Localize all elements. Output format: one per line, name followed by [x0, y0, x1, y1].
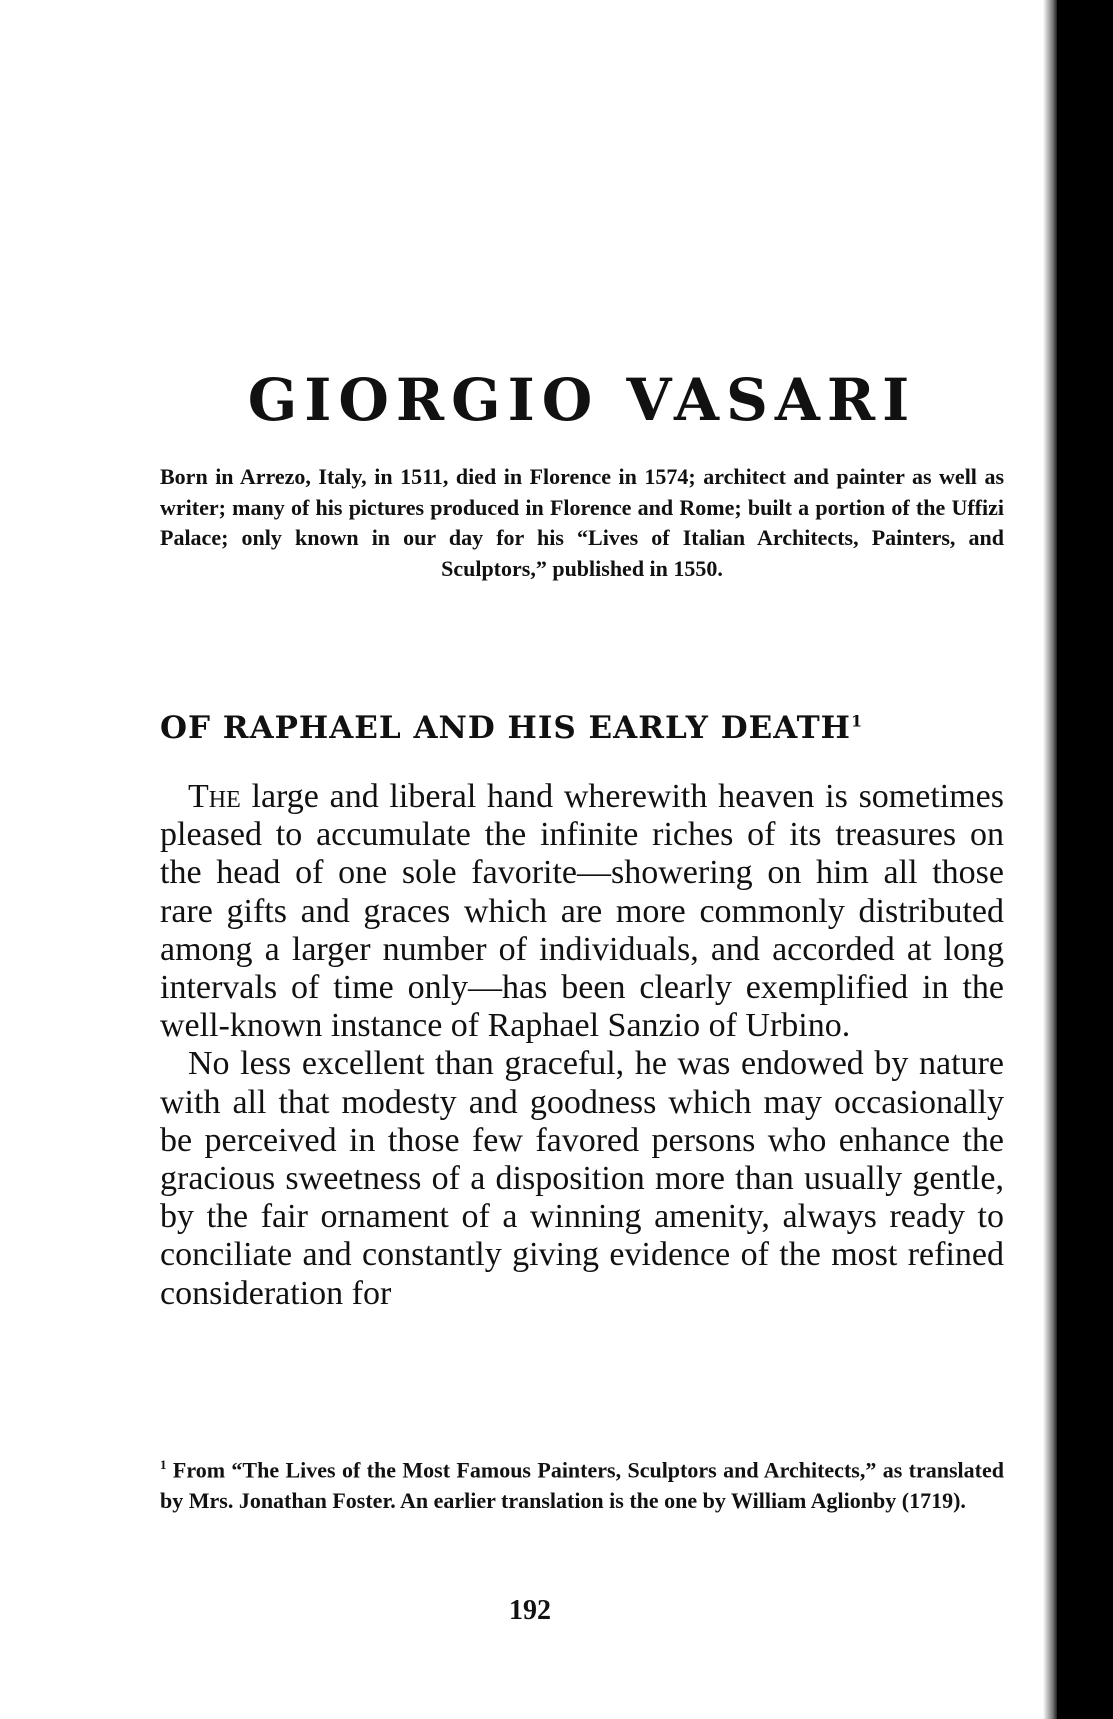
section-heading	[160, 710, 1004, 746]
page-title: GIORGIO VASARI	[247, 366, 917, 434]
author-bio: Born in Arrezo, Italy, in 1511, died in Florence in 1574; architect and painter as well as writer; many of his pictures produced in Florence and Rome; built a portion of the Uffizi Palace; only known in our day for his “Lives of Italian Architects, Painters, and Sculptors,” published in 1550.	[160, 464, 1004, 581]
scan-edge-black-border	[1057, 0, 1113, 1719]
section-heading-text: OF RAPHAEL AND HIS EARLY DEATH	[160, 710, 851, 746]
paragraph-text: large and liberal hand wherewith heaven is sometimes pleased to accumulate the infinite riches of its treasures on the head of one sole favorite—showering on him all those rare gifts and graces which are more commonly distributed among a larger number of individuals, and accorded at long intervals of time only—has been clearly exemplified in the well-known instance of Raphael Sanzio of Urbino.	[160, 778, 1004, 1045]
paragraph: No less excellent than graceful, he was endowed by nature with all that modesty and goodness which may occasionally be perceived in those few favored persons who enhance the gracious sweetness of a disposition more than usually gentle, by the fair ornament of a winning amenity, always ready to conciliate and constantly giving evidence of the most refined consideration for	[160, 1045, 1004, 1312]
footnote-mark: 1	[160, 1457, 167, 1472]
drop-word: The	[188, 778, 241, 815]
page-number: 192	[509, 1595, 551, 1626]
footnote	[160, 1450, 1004, 1517]
scan-edge-shadow	[1043, 0, 1057, 1719]
footnote-text: From “The Lives of the Most Famous Painters, Sculptors and Architects,” as translated by Mrs. Jonathan Foster. An earlier translation is the one by William Aglionby (1719).	[160, 1457, 1004, 1514]
paragraph	[160, 778, 1004, 1045]
body-text	[160, 778, 1004, 1313]
footnote-reference: 1	[850, 711, 864, 731]
